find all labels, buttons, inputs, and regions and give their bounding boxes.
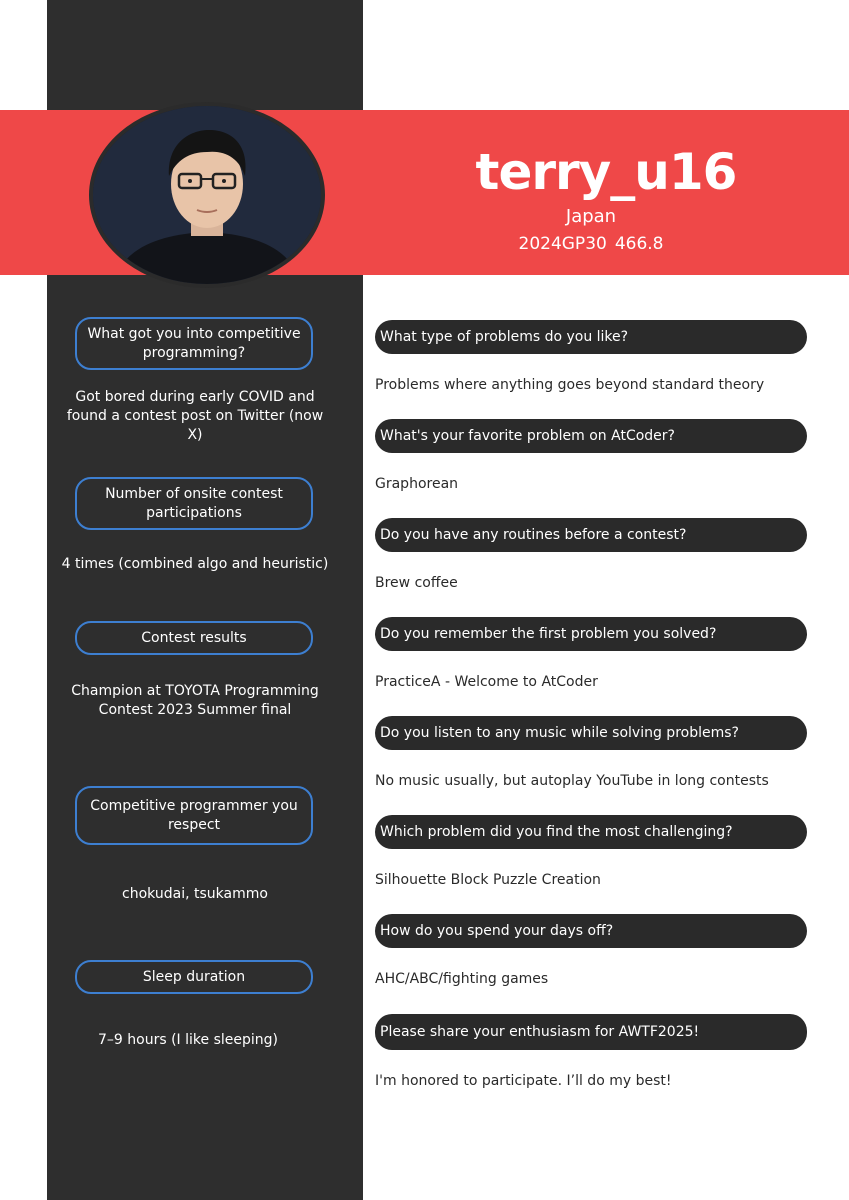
right-question-6: Which problem did you find the most challenging? <box>375 815 807 849</box>
right-question-3: Do you have any routines before a contest? <box>375 518 807 552</box>
left-question-1: What got you into competitive programming? <box>75 317 313 370</box>
left-question-4: Competitive programmer you respect <box>75 786 313 845</box>
right-answer-6: Silhouette Block Puzzle Creation <box>375 872 601 888</box>
right-question-2: What's your favorite problem on AtCoder? <box>375 419 807 453</box>
right-answer-1: Problems where anything goes beyond standard theory <box>375 377 765 393</box>
profile-country: Japan <box>565 206 617 227</box>
profile-ranking <box>363 232 819 256</box>
left-answer-1: Got bored during early COVID and found a contest post on Twitter (now X) <box>66 389 324 443</box>
left-question-3: Contest results <box>75 621 313 655</box>
profile-name: terry_u16 <box>475 143 737 201</box>
profile-photo <box>89 102 325 288</box>
right-answer-2: Graphorean <box>375 476 459 492</box>
right-question-1: What type of problems do you like? <box>375 320 807 354</box>
right-answer-7: AHC/ABC/fighting games <box>375 971 549 987</box>
left-answer-5: 7–9 hours (I like sleeping) <box>98 1032 278 1048</box>
left-question-5: Sleep duration <box>75 960 313 994</box>
left-question-2: Number of onsite contest participations <box>75 477 313 530</box>
left-answer-4: chokudai, tsukammo <box>122 886 268 902</box>
right-answer-5: No music usually, but autoplay YouTube in long contests <box>375 773 769 789</box>
right-question-4: Do you remember the first problem you solved? <box>375 617 807 651</box>
gp-label: 2024GP30 <box>518 234 607 254</box>
right-answer-4: PracticeA - Welcome to AtCoder <box>375 674 598 690</box>
gp-score: 466.8 <box>614 234 664 254</box>
left-answer-3: Champion at TOYOTA Programming Contest 2023 Summer final <box>71 683 319 718</box>
right-question-5: Do you listen to any music while solving problems? <box>375 716 807 750</box>
right-answer-3: Brew coffee <box>375 575 458 591</box>
right-question-7: How do you spend your days off? <box>375 914 807 948</box>
left-answer-2: 4 times (combined algo and heuristic) <box>61 556 329 572</box>
right-question-8: Please share your enthusiasm for AWTF2025! <box>375 1014 807 1050</box>
right-answer-8: I'm honored to participate. I’ll do my best! <box>375 1073 672 1089</box>
